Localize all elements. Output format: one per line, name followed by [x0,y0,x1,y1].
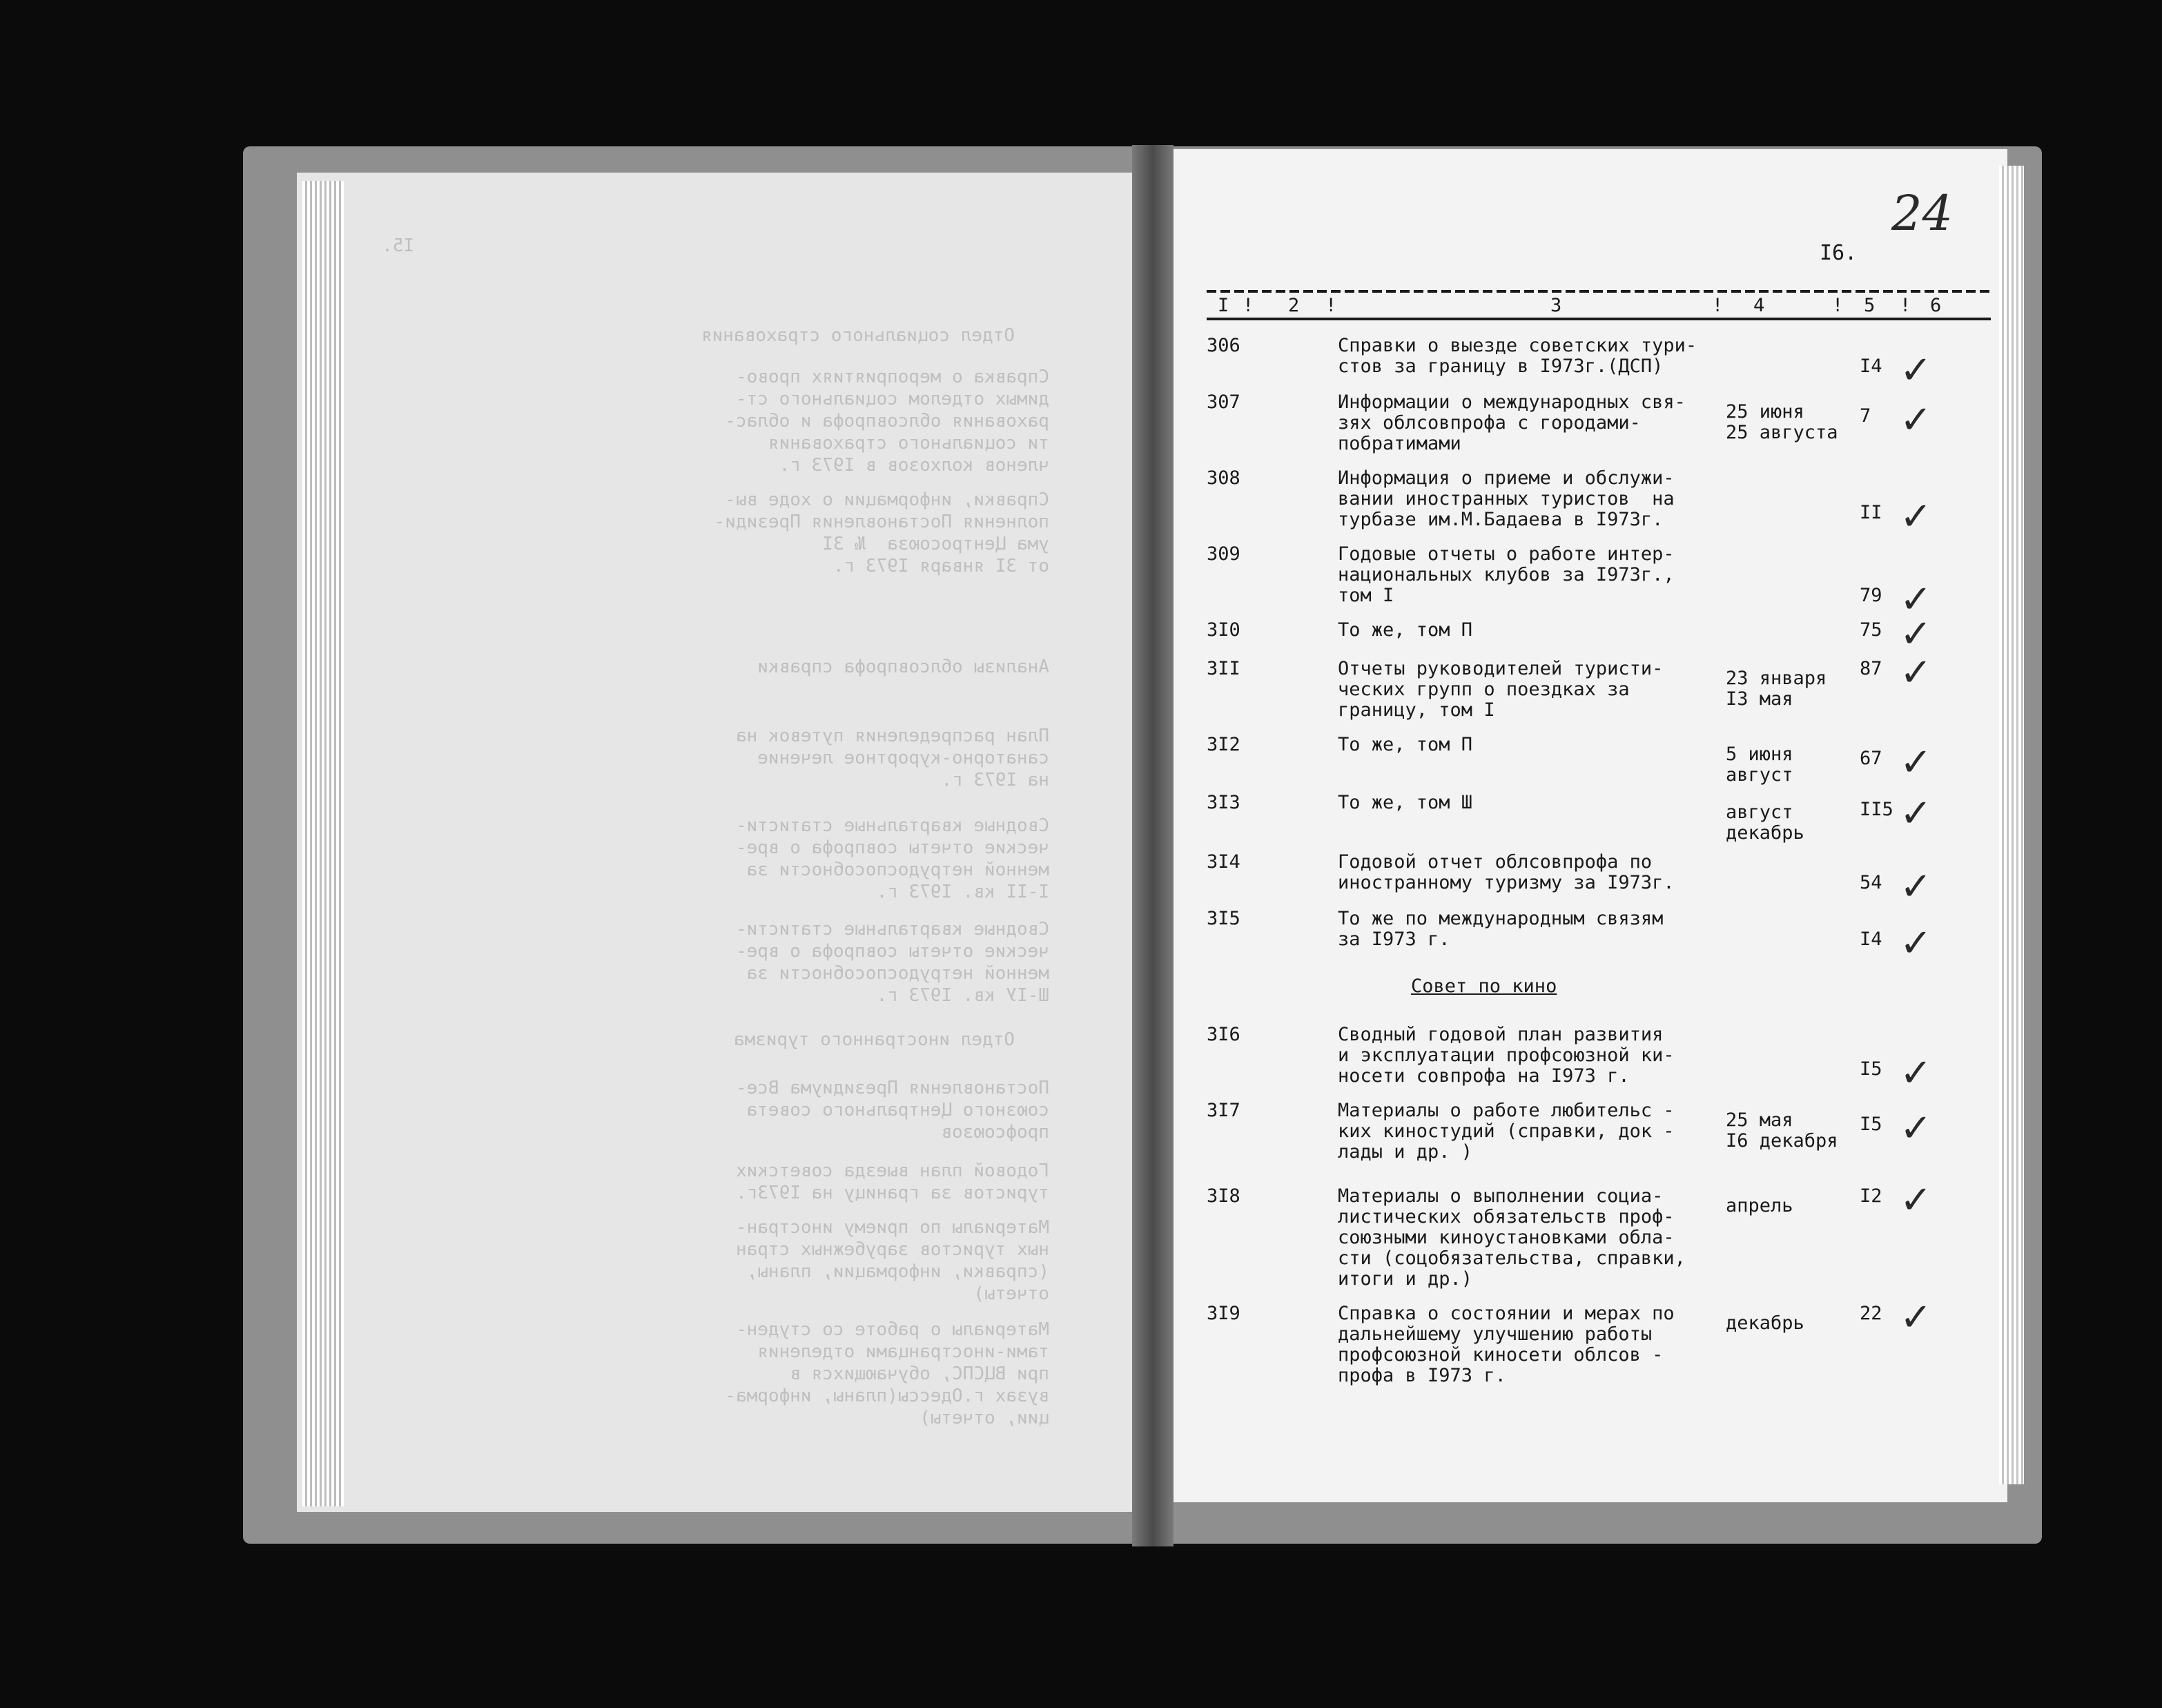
row-title: Справки о выезде советских тури- стов за границу в I973г.(ДСП) [1338,335,1697,377]
row-sheets: I5 [1860,1058,1882,1080]
left-page-line: вузах г.Одессы(планы, информа- [725,1386,1049,1406]
row-number: 3I7 [1207,1100,1240,1121]
row-number: 3I8 [1207,1185,1240,1207]
left-page-line: тами-иностранцами отделения [757,1341,1049,1362]
row-title: То же по международным связям за I973 г. [1338,908,1664,950]
left-page-line: санаторно-курортное лечение [757,748,1049,768]
left-page-line: ума Центросоюза № 3I [822,534,1049,554]
left-page-line: отчеты) [973,1283,1049,1304]
row-number: 308 [1207,467,1240,489]
row-sheets: 75 [1860,619,1882,641]
left-page-line: Справка о мероприятиях прово- [736,367,1049,387]
row-dates: апрель [1726,1195,1793,1216]
left-page-line: ческие отчеты совпрофа о вре- [736,941,1049,962]
check-mark-icon: ✓ [1900,1295,1932,1340]
left-page-line: членов колхозов в I973 г. [779,455,1049,476]
left-page-line: (справки, информации, планы, [746,1261,1049,1282]
right-page-edges [1999,166,2024,1484]
check-mark-icon: ✓ [1900,1106,1932,1151]
row-number: 3I3 [1207,792,1240,813]
row-title: Информации о международных свя- зях облсовпрофа с городами- побратимами [1338,391,1686,454]
left-page-line: Справки, информации о ходе вы- [725,489,1049,510]
row-sheets: I4 [1860,356,1882,377]
table-header-col-5: 5 [1864,295,1876,316]
left-section-heading: Отдел социального страхования [701,325,1015,346]
row-sheets: II [1860,502,1882,523]
row-number: 3I4 [1207,851,1240,873]
left-page-line: Постановления Президиума Все- [736,1078,1049,1098]
check-mark-icon: ✓ [1900,650,1932,695]
row-dates: 25 июня 25 августа [1726,401,1838,443]
left-page-line: ти социального страхования [768,433,1049,454]
row-sheets: 87 [1860,658,1882,679]
check-mark-icon: ✓ [1900,1051,1932,1096]
left-page-line: Сводные квартальные статисти- [736,919,1049,940]
left-page-line: профсоюзов [941,1122,1049,1143]
left-page-line: I-II кв. I973 г. [876,882,1049,902]
folio-number: 24 [1891,185,1954,242]
row-title: Материалы о выполнении социа- листических обязательств проф- союзными киноустановками обла- сти (соцобязательства, справки, итоги и др.) [1338,1185,1686,1290]
row-sheets: I5 [1860,1114,1882,1135]
table-header-col-6: 6 [1930,295,1942,316]
table-header-top-rule [1207,290,1991,293]
check-mark-icon: ✓ [1900,577,1932,622]
row-sheets: I4 [1860,929,1882,950]
row-sheets: 67 [1860,748,1882,769]
left-page-line: менной нетрудоспособности за [746,963,1049,984]
left-page-number: I5. [382,235,414,256]
check-mark-icon: ✓ [1900,921,1932,966]
left-page-line: Материалы по приему иностран- [736,1217,1049,1238]
left-page-line: туристов за границу на I973г. [736,1183,1049,1203]
left-page-line: союзного Центрального совета [746,1100,1049,1120]
row-sheets: 79 [1860,585,1882,606]
row-sheets: 22 [1860,1303,1882,1324]
table-header-col-4: 4 [1753,295,1765,316]
row-number: 309 [1207,543,1240,565]
row-title: Годовой отчет облсовпрофа по иностранному туризму за I973г. [1338,851,1675,893]
left-page-line: Анализы облсовпрофа справки [757,657,1049,677]
row-title: Годовые отчеты о работе интер- национальных клубов за I973г., том I [1338,543,1675,606]
column-separator: ! [1243,295,1254,316]
left-page-line: на I973 г. [941,770,1049,790]
left-page-edges [302,181,344,1506]
table-header-col-2: 2 [1288,295,1300,316]
check-mark-icon: ✓ [1900,791,1932,836]
left-page-line: от 3I января I973 г. [832,556,1049,576]
check-mark-icon: ✓ [1900,348,1932,393]
row-number: 3I6 [1207,1024,1240,1045]
row-title: Материалы о работе любительс - ких киностудий (справки, док - лады и др. ) [1338,1100,1675,1163]
table-header-bottom-rule [1207,318,1991,320]
left-page-line: ческие отчеты совпрофа о вре- [736,837,1049,858]
left-section-heading: Отдел иностранного туризма [734,1029,1015,1050]
row-title: То же, том П [1338,619,1473,641]
left-page-line: ных туристов зарубежных стран [736,1239,1049,1260]
check-mark-icon: ✓ [1900,864,1932,909]
table-header-col-3: 3 [1550,295,1562,316]
column-separator: ! [1712,295,1724,316]
row-sheets: I2 [1860,1185,1882,1207]
row-dates: август декабрь [1726,802,1804,844]
left-page-line: полнения Постановления Президи- [714,512,1049,532]
section-heading: Совет по кино [1411,976,1557,997]
left-page-line: Сводные квартальные статисти- [736,815,1049,836]
column-separator: ! [1325,295,1337,316]
row-dates: 25 мая I6 декабря [1726,1109,1838,1152]
column-separator: ! [1832,295,1844,316]
check-mark-icon: ✓ [1900,740,1932,785]
left-page-line: Годовой план выезда советских [736,1161,1049,1181]
column-separator: ! [1900,295,1911,316]
left-page-line: при ВЦСПС, обучающихся в [790,1364,1049,1384]
row-title: То же, том П [1338,734,1473,755]
row-number: 3I9 [1207,1303,1240,1324]
left-page-line: димых отделом социального ст- [736,389,1049,409]
left-page-line: ции, отчеты) [919,1408,1049,1428]
row-sheets: 54 [1860,872,1882,893]
row-number: 307 [1207,391,1240,413]
row-dates: декабрь [1726,1312,1804,1334]
left-page-line: менной нетрудоспособности за [746,860,1049,880]
row-title: Сводный годовой план развития и эксплуатации профсоюзной ки- носети совпрофа на I973 г. [1338,1024,1675,1087]
row-dates: 5 июня август [1726,744,1793,786]
row-sheets: II5 [1860,799,1893,820]
left-page-line: План распределения путевок на [736,726,1049,746]
check-mark-icon: ✓ [1900,398,1932,443]
check-mark-icon: ✓ [1900,494,1932,539]
row-number: 3I5 [1207,908,1240,929]
row-dates: 23 января I3 мая [1726,668,1827,710]
left-page-line: Ш-IУ кв. I973 г. [876,985,1049,1006]
check-mark-icon: ✓ [1900,612,1932,657]
row-number: 306 [1207,335,1240,356]
row-number: 3I0 [1207,619,1240,641]
row-title: Отчеты руководителей туристи- ческих групп о поездках за границу, том I [1338,658,1664,721]
row-number: 3I2 [1207,734,1240,755]
row-title: Справка о состоянии и мерах по дальнейшему улучшению работы профсоюзной киносети облсов - профа в I973 г. [1338,1303,1675,1386]
row-title: То же, том Ш [1338,792,1473,813]
table-header-col-1: I [1218,295,1229,316]
left-page-line: Материалы о работе со студен- [736,1319,1049,1340]
row-sheets: 7 [1860,405,1871,427]
row-number: 3II [1207,658,1240,679]
check-mark-icon: ✓ [1900,1178,1932,1223]
page-number: I6. [1820,241,1858,265]
left-page-bleed-through [345,207,1139,1491]
row-title: Информация о приеме и обслужи- вании иностранных туристов на турбазе им.М.Бадаева в I973г. [1338,467,1675,530]
left-page-line: рахования облсовпрофа и облас- [725,411,1049,431]
